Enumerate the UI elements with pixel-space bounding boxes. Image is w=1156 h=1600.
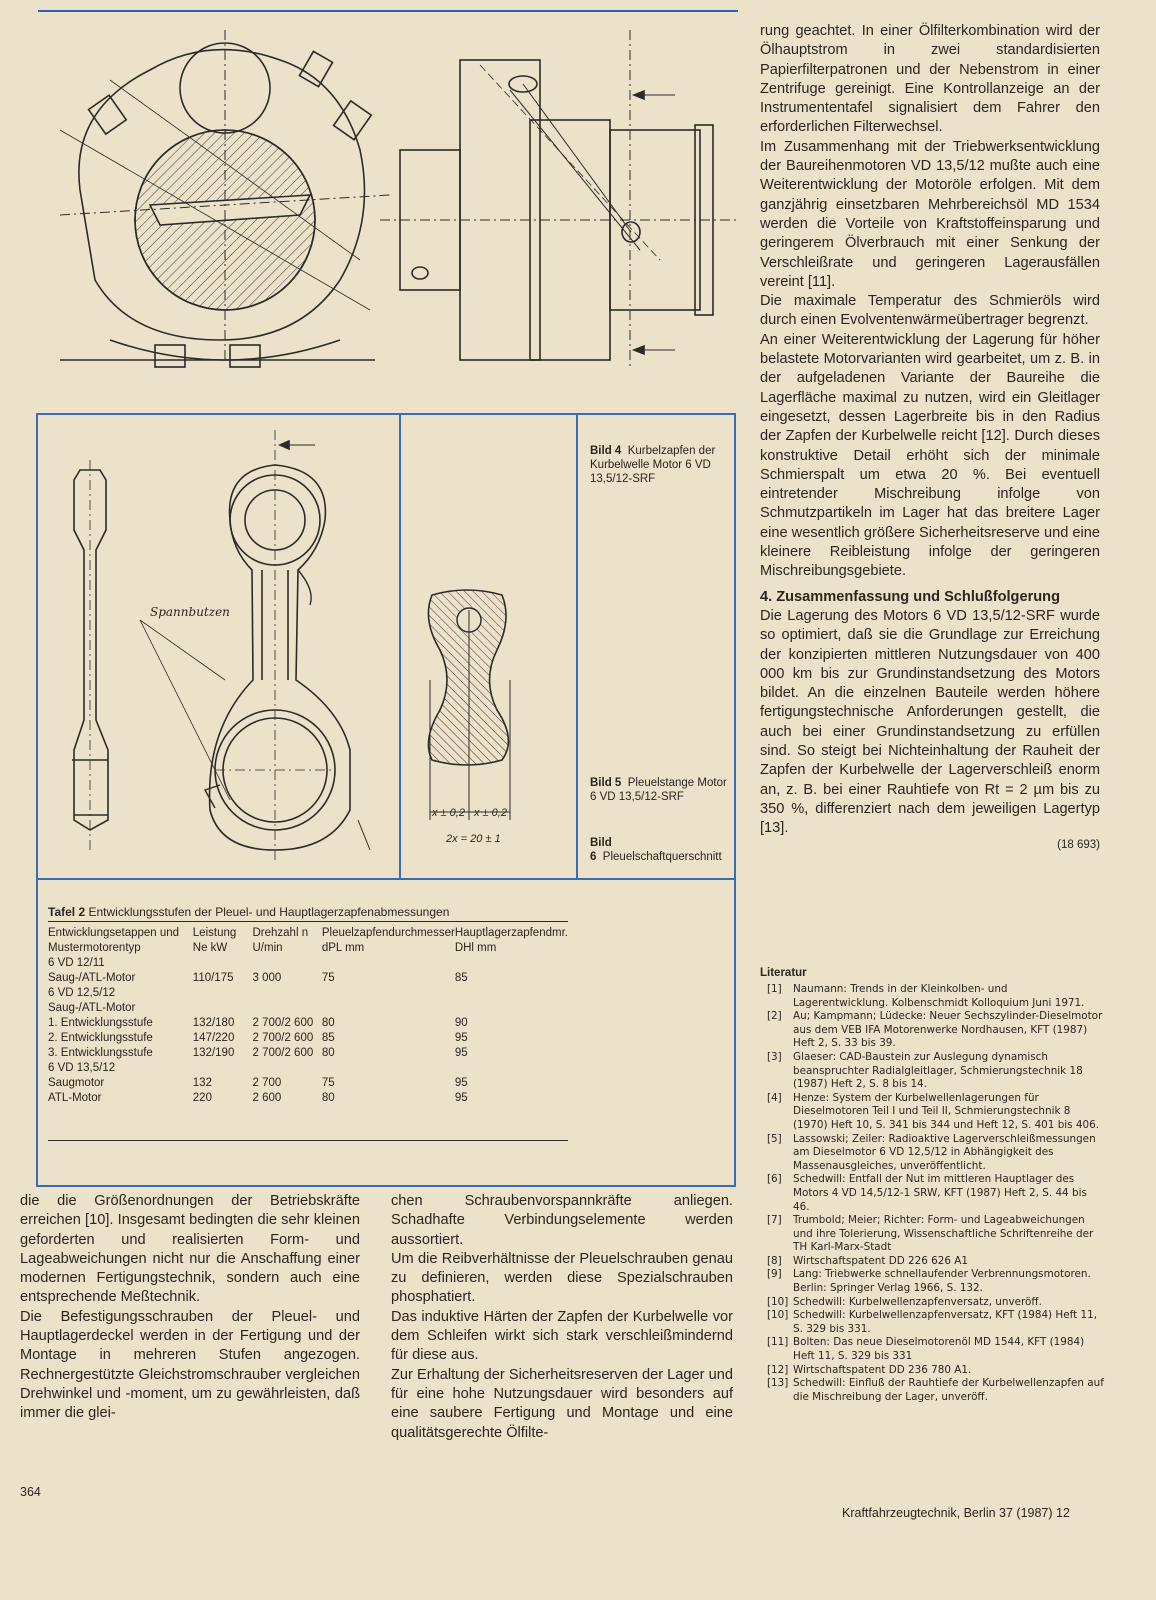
caption-label: Bild 5 — [590, 777, 622, 789]
paragraph: Die Lagerung des Motors 6 VD 13,5/12-SRF wurde so optimiert, daß sie die Grundlage zur Erreichung der konzipierten mittleren Nutzungsdauer von 400 000 km bis zur Grundinstandsetzung des Motors bildet. An die einzelnen Bauteile werden höhere fertigungstechnische Anforderungen gestellt, die auch bei einer Grundinstandsetzung zu erfüllen sind. So steigt bei Nichteinhaltung der Rauheit der Zapfen der Kurbelwelle der Lagerverschleiß enorm an, z. B. bei einer Rauhtiefe von Rt = 2 µm bis zu 350 %, differenziert nach dem jeweiligen Lagertyp [13]. — [760, 607, 1100, 837]
literature-item — [767, 1051, 1104, 1092]
literature-number: [10] — [767, 1295, 789, 1308]
table-cell: 6 VD 12,5/12 — [48, 987, 116, 999]
table-header: Drehzahl n U/min — [252, 927, 309, 954]
paragraph: Zur Erhaltung der Sicherheitsreserven der Lager und für eine hohe Nutzungsdauer wird besonders auf eine saubere Fertigung und Montage und eine qualitätsgerechte Ölfilte- — [391, 1366, 733, 1441]
table-header: Pleuelzapfendurchmesser dPL mm — [321, 927, 455, 954]
literature-item — [767, 1092, 1104, 1133]
table-cell — [252, 1001, 321, 1016]
table-cell — [455, 986, 568, 1001]
caption-bild5 — [590, 776, 730, 804]
caption-text: Pleuelstange Motor 6 VD 13,5/12-SRF — [590, 777, 727, 803]
paragraph: Im Zusammenhang mit der Triebwerksentwicklung der Baureihenmotoren VD 13,5/12 mußte auch eine Weiterentwicklung der Motoröle erfolgen. Mit dem ganzjährig einsetzbaren Mehrbereichsöl MD 1534 werden die Vorteile von Kraftstoffeinsparung und geringerem Ölverbrauch mit einer Senkung der Verschleißrate und geringeren Lagerausfällen vereint [11]. — [760, 138, 1100, 290]
table-cell: Saug-/ATL-Motor — [48, 972, 136, 984]
table-row — [48, 1001, 568, 1016]
crankshaft-drawing — [40, 20, 740, 390]
table-cell: 2 700 — [252, 1077, 282, 1089]
literature-text: Schedwill: Einfluß der Rauhtiefe der Kurbelwellenzapfen auf die Mischreibung der Lager, unveröff. — [793, 1377, 1104, 1403]
literature-item — [767, 1336, 1104, 1363]
table-cell: 90 — [454, 1017, 468, 1029]
table-cell — [322, 956, 455, 971]
frame-divider — [36, 878, 736, 880]
literature-text: Schedwill: Kurbelwellenzapfenversatz, unveröff. — [793, 1295, 1042, 1308]
bottom-middle-text — [391, 1192, 733, 1443]
table-cell — [455, 1061, 568, 1076]
literature-text: Schedwill: Kurbelwellenzapfenversatz, KFT (1984) Heft 11, S. 329 bis 331. — [793, 1309, 1097, 1335]
literature-number: [7] — [767, 1214, 782, 1227]
table-cell: 2 600 — [252, 1092, 282, 1104]
table-cell: 3. Entwicklungsstufe — [48, 1047, 153, 1059]
caption-bild4 — [590, 444, 730, 486]
table-cell: 75 — [321, 972, 335, 984]
table-header: Leistung Ne kW — [192, 927, 237, 954]
literature-text: Henze: System der Kurbelwellenlagerungen für Dieselmotoren Teil I und Teil II, Schmierungstechnik 8 (1970) Heft 10, S. 341 bis 344 und Heft 12, S. 401 bis 406. — [793, 1091, 1100, 1131]
table-cell — [322, 1001, 455, 1016]
literature-number: [13] — [767, 1377, 789, 1390]
table-cell: 95 — [454, 1032, 468, 1044]
literature-heading: Literatur — [760, 967, 807, 979]
rod-cross-section-drawing — [402, 580, 572, 820]
paragraph: Das induktive Härten der Zapfen der Kurbelwelle vor dem Schleifen wirkt sich stark verschleißmindernd für diese aus. — [391, 1308, 733, 1364]
literature-text: Bolten: Das neue Dieselmotorenöl MD 1544, KFT (1984) Heft 11, S. 329 bis 331 — [793, 1336, 1085, 1363]
table-cell: 85 — [454, 972, 468, 984]
literature-text: Wirtschaftspatent DD 226 626 A1 — [793, 1254, 969, 1267]
literature-number: [9] — [767, 1268, 782, 1281]
literature-number: [3] — [767, 1050, 782, 1063]
paragraph: Um die Reibverhältnisse der Pleuelschrauben genau zu definieren, werden diese Spezialschrauben phosphatiert. — [391, 1250, 733, 1306]
article-number: (18 693) — [1057, 839, 1100, 852]
paragraph: Die Befestigungsschrauben der Pleuel- und Hauptlagerdeckel werden in der Fertigung und der Montage in mehreren Stufen angezogen. Rechnergestützte Gleichstromschrauber vergleichen Drehwinkel und -moment, um zu gewährleisten, daß immer die glei- — [20, 1308, 360, 1422]
literature-item — [767, 1309, 1104, 1336]
table-body — [48, 956, 568, 1106]
table-cell: ATL-Motor — [48, 1092, 102, 1104]
table-row — [48, 1046, 568, 1061]
literature-text: Wirtschaftspatent DD 236 780 A1. — [793, 1363, 972, 1376]
table-header-row — [48, 926, 568, 956]
table-cell: 147/220 — [192, 1032, 235, 1044]
literature-item — [767, 1377, 1104, 1404]
literature-number: [1] — [767, 983, 782, 995]
literature-text: Trumbold; Meier; Richter: Form- und Lageabweichungen und ihre Tolerierung, Wissenschaftliche Schriftenreihe der TH Karl-Marx-Stadt — [793, 1214, 1094, 1254]
table-cell — [193, 956, 253, 971]
table-cell: Saugmotor — [48, 1077, 105, 1089]
literature-item — [767, 1364, 1104, 1378]
table-cell: Saug-/ATL-Motor — [48, 1002, 136, 1014]
table-cell: 95 — [454, 1077, 468, 1089]
table-cell: 1. Entwicklungsstufe — [48, 1017, 153, 1029]
table-cell: 80 — [321, 1017, 335, 1029]
table-cell — [193, 986, 253, 1001]
table-row — [48, 1016, 568, 1031]
table-cell: 95 — [454, 1092, 468, 1104]
literature-number: [8] — [767, 1254, 782, 1267]
literature-item — [767, 1268, 1104, 1295]
literature-number: [5] — [767, 1132, 782, 1145]
table-cell — [322, 1061, 455, 1076]
literature-number: [4] — [767, 1091, 782, 1104]
literature-item — [767, 1133, 1104, 1174]
table-cell — [193, 1001, 253, 1016]
table-title — [48, 905, 449, 919]
table-row — [48, 956, 568, 971]
development-table — [48, 926, 568, 1106]
frame-divider — [399, 413, 401, 879]
literature-text: Lang: Triebwerke schnellaufender Verbrennungsmotoren. Berlin: Springer Verlag 1966, S. 132. — [793, 1268, 1091, 1295]
literature-text: Au; Kampmann; Lüdecke: Neuer Sechszylinder-Dieselmotor aus dem VEB IFA Motorenwerke Nordhausen, KFT (1987) Heft 2, S. 33 bis 39. — [793, 1010, 1103, 1050]
table-cell: 80 — [321, 1092, 335, 1104]
paragraph: rung geachtet. In einer Ölfilterkombination wird der Ölhauptstrom in zwei standardisierten Papierfilterpatronen und der Nebenstrom in einer Zentrifuge gereinigt. Eine Kontrollanzeige an der Instrumententafel signalisiert dem Fahrer den erforderlichen Filterwechsel. — [760, 23, 1100, 136]
table-cell — [193, 1061, 253, 1076]
table-label: Tafel 2 — [48, 905, 86, 919]
page-number: 364 — [20, 1485, 41, 1499]
paragraph: die die Größenordnungen der Betriebskräfte erreichen [10]. Insgesamt bedingten die sehr kleinen geforderten und realisierten Form- und Lageabweichungen nicht nur die Anschaffung einer modernen Fertigungstechnik, sondern auch eine entsprechende Meßtechnik. — [20, 1193, 360, 1306]
table-cell: 6 VD 13,5/12 — [48, 1062, 116, 1074]
table-cell: 75 — [321, 1077, 335, 1089]
table-cell: 2 700/2 600 — [252, 1017, 314, 1029]
table-row — [48, 1091, 568, 1106]
table-header: Hauptlagerzapfendmr. DHl mm — [454, 927, 568, 954]
table-row — [48, 1076, 568, 1091]
spannbutzen-label: Spannbutzen — [150, 605, 230, 619]
literature-item — [767, 1173, 1104, 1214]
table-header: Entwicklungsetappen und Mustermotorentyp — [48, 927, 180, 954]
table-cell — [455, 1001, 568, 1016]
literature-item — [767, 983, 1104, 1010]
section-heading: 4. Zusammenfassung und Schlußfolgerung — [760, 588, 1061, 605]
table-cell: 2. Entwicklungsstufe — [48, 1032, 153, 1044]
table-rule — [48, 921, 568, 922]
table-rule — [48, 1140, 568, 1141]
table-cell: 110/175 — [192, 972, 234, 984]
table-row — [48, 986, 568, 1001]
tolerance-label: x ± 0,2 — [432, 807, 465, 819]
caption-label: Bild 6 — [590, 837, 612, 863]
caption-text: Pleuelschaftquerschnitt — [602, 851, 722, 863]
literature-text: Schedwill: Entfall der Nut im mittleren Hauptlager des Motors 4 VD 14,5/12-1 SRW, KFT (1987) Heft 2, S. 44 bis 46. — [793, 1173, 1087, 1213]
table-cell: 2 700/2 600 — [252, 1047, 314, 1059]
literature-number: [12] — [767, 1363, 789, 1376]
caption-bild6 — [590, 836, 730, 864]
literature-item — [767, 1010, 1104, 1051]
journal-footer: Kraftfahrzeugtechnik, Berlin 37 (1987) 12 — [842, 1506, 1070, 1520]
literature-number: [10] — [767, 1309, 789, 1322]
tolerance-total-label: 2x = 20 ± 1 — [446, 833, 501, 845]
caption-text: Kurbelzapfen der Kurbelwelle Motor 6 VD 13,5/12-SRF — [590, 445, 716, 485]
top-rule — [38, 10, 738, 12]
table-cell — [252, 1061, 321, 1076]
table-row — [48, 1031, 568, 1046]
table-row — [48, 1061, 568, 1076]
literature-item — [767, 1255, 1104, 1269]
paragraph: An einer Weiterentwicklung der Lagerung für höher belastete Motorvarianten wird gearbeitet, um z. B. in der aufgeladenen Variante der Baureihe die Lagerfläche maximal zu nutzen, wird ein Gleitlager eingesetzt, dessen Lagerbreite bis in den Radius der Zapfen der Kurbelwelle reicht [12]. Durch dieses konstruktive Detail erhöht sich der minimale Schmierspalt um etwa 20 %. Bei eventuell eintretender Mischreibung infolge von Schmutzpartikeln im Lager hat das breitere Lager eine wesentlich größere Sicherheitsreserve und eine kleinere Reibleistung infolge der geringeren Mischreibungsgebiete. — [760, 331, 1100, 580]
table-row — [48, 971, 568, 986]
table-cell: 80 — [321, 1047, 335, 1059]
table-cell — [455, 956, 568, 971]
table-cell: 6 VD 12/11 — [48, 957, 105, 969]
literature-item — [767, 1296, 1104, 1310]
table-cell: 2 700/2 600 — [252, 1032, 314, 1044]
paragraph: Die maximale Temperatur des Schmieröls wird durch einen Evolventenwärmeübertrager begrenzt. — [760, 293, 1100, 329]
table-cell — [252, 986, 321, 1001]
literature-text: Glaeser: CAD-Baustein zur Auslegung dynamisch beanspruchter Radialgleitlager, Schmierungstechnik 18 (1987) Heft 2, S. 8 bis 14. — [793, 1050, 1083, 1091]
literature-number: [2] — [767, 1010, 782, 1023]
literature-text: Lassowski; Zeiler: Radioaktive Lagerverschleißmessungen am Dieselmotor 6 VD 12,5/12 in Abhängigkeit des Massenausgleiches, unveröffentlicht. — [793, 1132, 1096, 1172]
paragraph: chen Schraubenvorspannkräfte anliegen. Schadhafte Verbindungselemente werden aussortiert. — [391, 1193, 733, 1248]
frame-divider — [576, 413, 578, 879]
table-cell — [322, 986, 455, 1001]
table-cell: 85 — [321, 1032, 335, 1044]
table-cell: 132/180 — [192, 1017, 235, 1029]
literature-list — [767, 983, 1104, 1404]
caption-label: Bild 4 — [590, 445, 622, 457]
table-cell: 3 000 — [252, 972, 282, 984]
literature-item — [767, 1214, 1104, 1255]
table-cell: 132 — [192, 1077, 212, 1089]
table-cell — [252, 956, 321, 971]
literature-number: [6] — [767, 1173, 782, 1186]
tolerance-label: x ± 0,2 — [474, 807, 507, 819]
table-cell: 220 — [192, 1092, 212, 1104]
table-cell: 95 — [454, 1047, 468, 1059]
connecting-rod-drawing — [40, 430, 395, 875]
bottom-left-text — [20, 1192, 360, 1424]
literature-number: [11] — [767, 1336, 789, 1349]
right-column-text — [760, 22, 1100, 852]
table-cell: 132/190 — [192, 1047, 235, 1059]
literature-text: Naumann: Trends in der Kleinkolben- und Lagerentwicklung. Kolbenschmidt Kolloquium Juni 1971. — [793, 983, 1085, 1009]
table-title-text: Entwicklungsstufen der Pleuel- und Hauptlagerzapfenabmessungen — [88, 905, 450, 919]
